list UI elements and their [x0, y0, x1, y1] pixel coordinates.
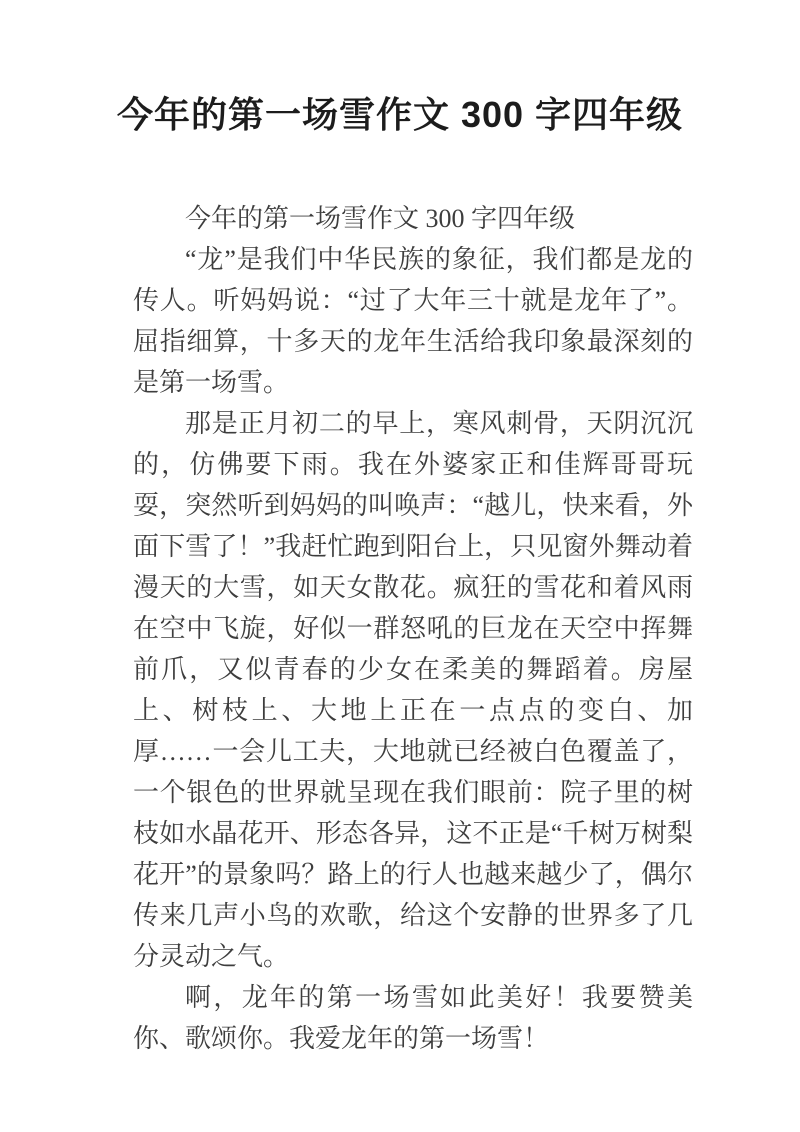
- essay-paragraph: 今年的第一场雪作文 300 字四年级: [185, 204, 576, 233]
- essay-paragraph: “龙”是我们中华民族的象征，我们都是龙的传人。听妈妈说：“过了大年三十就是龙年了”。屈指细算，十多天的龙年生活给我印象最深刻的是第一场雪。: [133, 245, 693, 397]
- page-title: 今年的第一场雪作文 300 字四年级: [116, 94, 684, 135]
- essay-paragraph: 啊，龙年的第一场雪如此美好！我要赞美你、歌颂你。我爱龙年的第一场雪！: [133, 983, 693, 1053]
- essay-paragraph: 那是正月初二的早上，寒风刺骨，天阴沉沉的，仿佛要下雨。我在外婆家正和佳辉哥哥玩耍，突然听到妈妈的叫唤声：“越儿，快来看，外面下雪了！”我赶忙跑到阳台上，只见窗外舞动着漫天的大雪，如天女散花。疯狂的雪花和着风雨在空中飞旋，好似一群怒吼的巨龙在天空中挥舞前爪，又似青春的少女在柔美的舞蹈着。房屋上、树枝上、大地上正在一点点的变白、加厚……一会儿工夫，大地就已经被白色覆盖了，一个银色的世界就呈现在我们眼前：院子里的树枝如水晶花开、形态各异，这不正是“千树万树梨花开”的景象吗？路上的行人也越来越少了，偶尔传来几声小鸟的欢歌，给这个安静的世界多了几分灵动之气。: [133, 409, 693, 971]
- essay-body: [0, 137, 800, 1059]
